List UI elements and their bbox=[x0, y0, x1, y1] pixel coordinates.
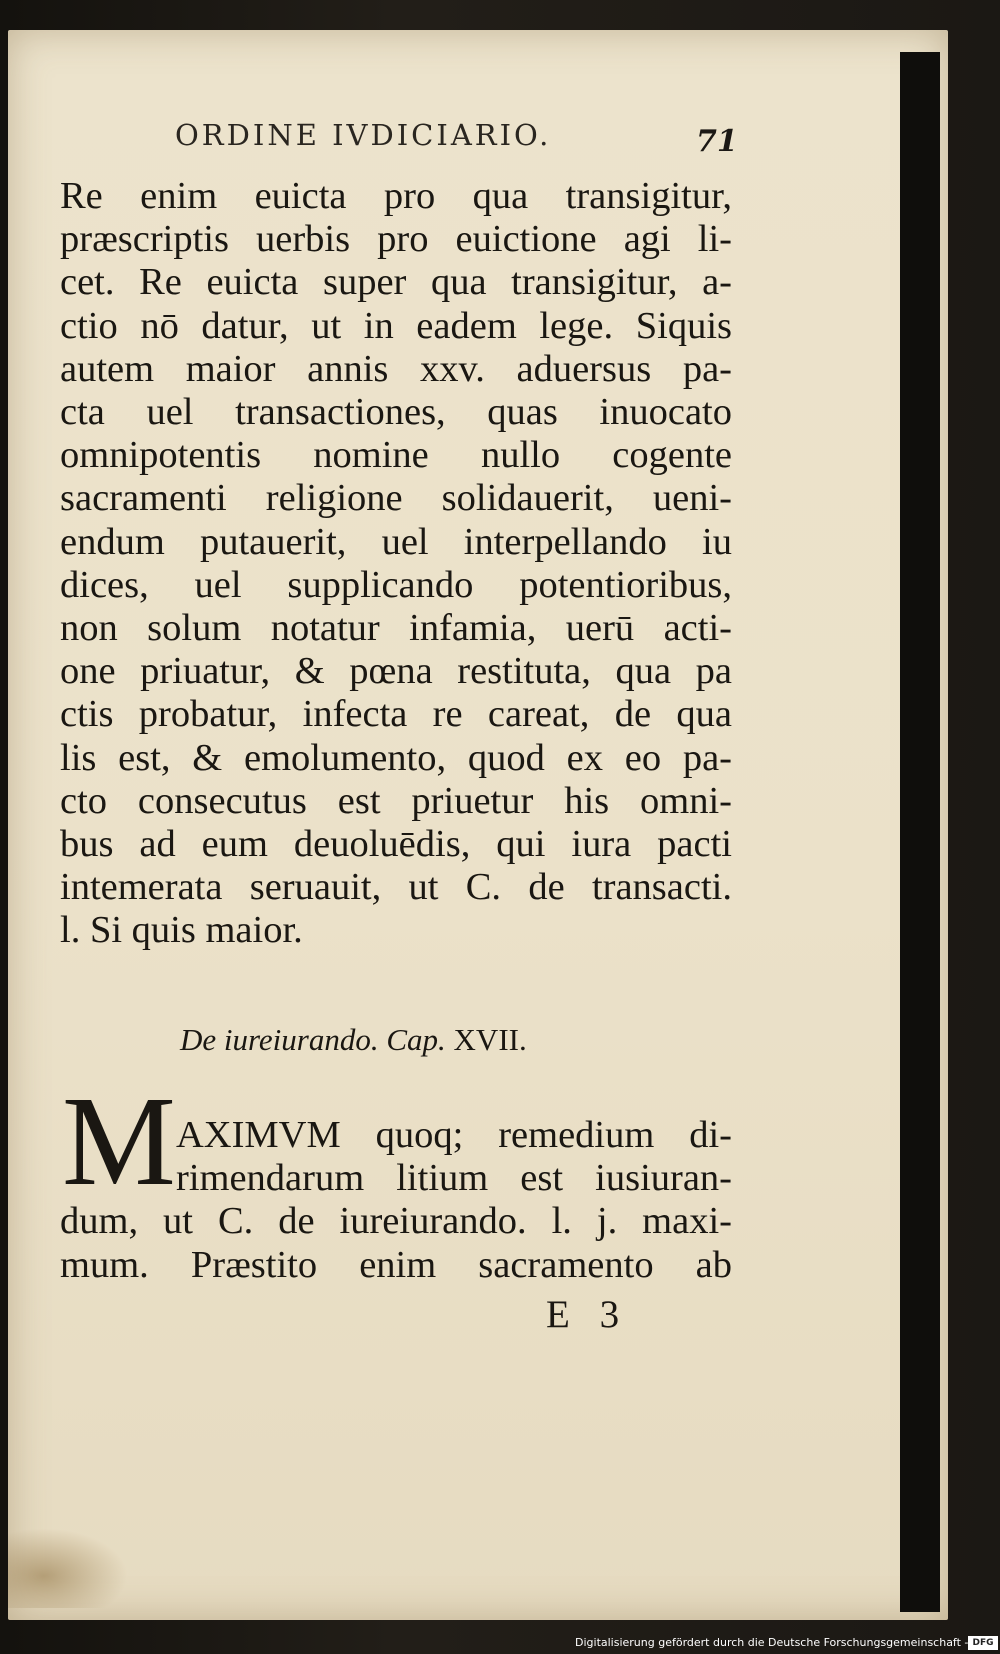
text-line: dices, uel supplicando potentioribus, bbox=[60, 563, 732, 606]
text-line: Re enim euicta pro qua transigitur, bbox=[60, 175, 732, 217]
chapter-heading bbox=[180, 1022, 527, 1058]
text-line: ctio nō datur, ut in eadem lege. Siquis bbox=[60, 304, 732, 347]
digitization-credit: Digitalisierung gefördert durch die Deutsche Forschungsgemeinschaft - bbox=[575, 1636, 969, 1649]
running-head: ORDINE IVDICIARIO. bbox=[175, 118, 552, 152]
chapter-opening-text bbox=[60, 1114, 732, 1287]
text-line-last: l. Si quis maior. bbox=[60, 909, 303, 952]
drop-cap-initial: M bbox=[62, 1070, 176, 1212]
text-line: one priuatur, & pœna restituta, qua pa bbox=[60, 650, 732, 693]
chapter-title: De iureiurando. bbox=[180, 1022, 379, 1057]
chapter-cap-label: Cap. bbox=[386, 1022, 446, 1057]
text-line: autem maior annis xxv. aduersus pa- bbox=[60, 347, 732, 390]
chapter-number: XVII. bbox=[453, 1022, 527, 1057]
text-line: lis est, & emolumento, quod ex eo pa- bbox=[60, 736, 732, 779]
text-line: cet. Re euicta super qua transigitur, a- bbox=[60, 261, 732, 304]
text-line: præscriptis uerbis pro euictione agi li- bbox=[60, 218, 732, 261]
text-line: ctis probatur, infecta re careat, de qua bbox=[60, 693, 732, 736]
text-line: non solum notatur infamia, uerū acti- bbox=[60, 607, 732, 650]
text-line: cta uel transactiones, quas inuocato bbox=[60, 391, 732, 434]
text-line: intemerata seruauit, ut C. de transacti. bbox=[60, 866, 732, 909]
body-text bbox=[60, 175, 732, 953]
text-line: bus ad eum deuoluēdis, qui iura pacti bbox=[60, 823, 732, 866]
text-line: sacramenti religione solidauerit, ueni- bbox=[60, 477, 732, 520]
text-line: cto consecutus est priuetur his omni- bbox=[60, 779, 732, 822]
page-edge-shadow bbox=[900, 52, 940, 1612]
text-line: AXIMVM quoq; remedium di- bbox=[176, 1114, 732, 1156]
text-line: endum putauerit, uel interpellando iu bbox=[60, 520, 732, 563]
text-line: dum, ut C. de iureiurando. l. j. maxi- bbox=[60, 1200, 732, 1243]
text-line: rimendarum litium est iusiuran- bbox=[176, 1157, 732, 1200]
text-line: omnipotentis nomine nullo cogente bbox=[60, 434, 732, 477]
dfg-logo: DFG bbox=[968, 1636, 998, 1650]
text-line: mum. Præstito enim sacramento ab bbox=[60, 1243, 732, 1286]
signature-mark: E 3 bbox=[546, 1293, 630, 1336]
paper-stain bbox=[8, 1528, 128, 1608]
folio-number: 71 bbox=[696, 124, 738, 159]
